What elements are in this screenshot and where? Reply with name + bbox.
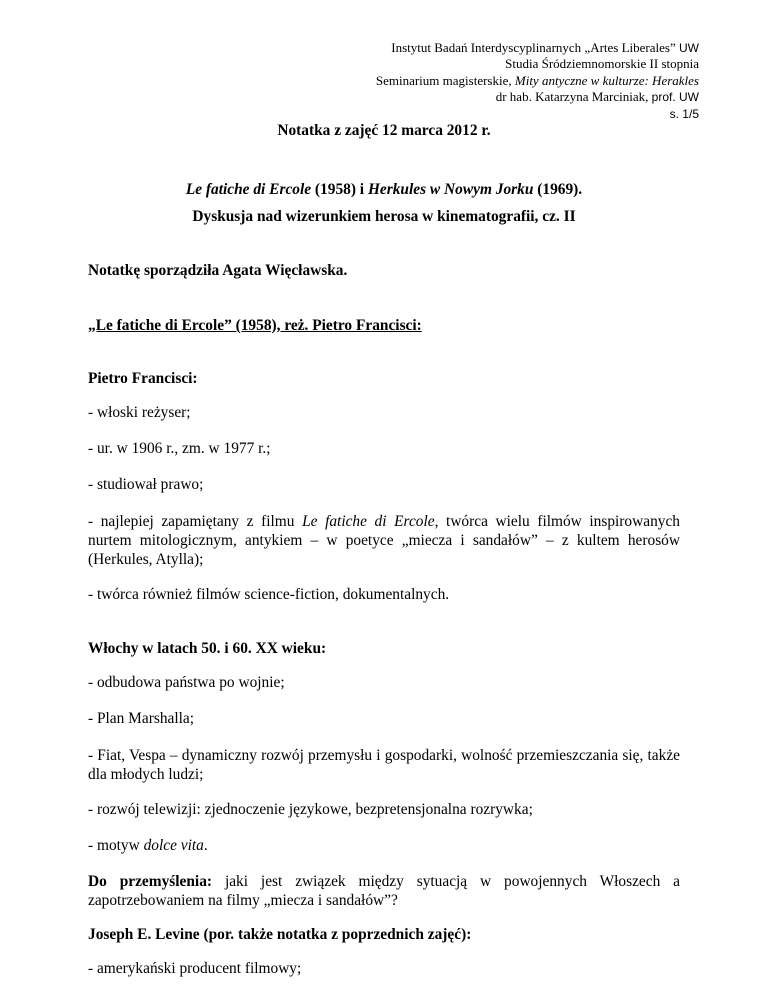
- list-item: - amerykański producent filmowy;: [88, 960, 302, 977]
- francisci-heading: Pietro Francisci:: [88, 370, 198, 387]
- header-institute: Instytut Badań Interdyscyplinarnych „Artes Liberales” UW: [391, 40, 699, 55]
- list-item: - studiował prawo;: [88, 476, 204, 493]
- list-item: - ur. w 1906 r., zm. w 1977 r.;: [88, 440, 271, 457]
- header-studies: Studia Śródziemnomorskie II stopnia: [505, 56, 699, 72]
- list-item: - Fiat, Vespa – dynamiczny rozwój przemysłu i gospodarki, wolność przemieszczania się, także dla młodych ludzi;: [88, 747, 680, 783]
- list-item: - motyw dolce vita.: [88, 837, 208, 854]
- film-section-heading: „Le fatiche di Ercole” (1958), reż. Pietro Francisci:: [88, 317, 422, 334]
- list-item: - rozwój telewizji: zjednoczenie językowe, bezpretensjonalna rozrywka;: [88, 801, 533, 818]
- list-item: - włoski reżyser;: [88, 404, 191, 421]
- header-page-number: s. 1/5: [669, 106, 699, 121]
- document-subtitle-2: Dyskusja nad wizerunkiem herosa w kinematografii, cz. II: [192, 208, 576, 225]
- document-subtitle: Le fatiche di Ercole (1958) i Herkules w Nowym Jorku (1969).: [185, 181, 583, 198]
- italy-heading: Włochy w latach 50. i 60. XX wieku:: [88, 640, 327, 657]
- list-item: - twórca również filmów science-fiction, dokumentalnych.: [88, 586, 450, 603]
- list-item: - Plan Marshalla;: [88, 710, 194, 727]
- author-note: Notatkę sporządziła Agata Więcławska.: [88, 262, 348, 279]
- think-question: Do przemyślenia: jaki jest związek między sytuacją w powojennych Włoszech a zapotrzebowaniem na filmy „miecza i sandałów”?: [88, 873, 681, 909]
- list-item: - najlepiej zapamiętany z filmu Le fatiche di Ercole, twórca wielu filmów inspirowanych nurtem mitologicznym, antykiem – w poetyce „miecza i sandałów” – z kultem herosów (Herkules, Atylla);: [88, 513, 680, 568]
- levine-heading: Joseph E. Levine (por. także notatka z poprzednich zajęć):: [88, 926, 472, 943]
- header-teacher: dr hab. Katarzyna Marciniak, prof. UW: [495, 89, 699, 105]
- header-seminar: Seminarium magisterskie, Mity antyczne w kulturze: Herakles: [375, 72, 699, 88]
- list-item: - odbudowa państwa po wojnie;: [88, 674, 285, 691]
- page-header: [376, 40, 699, 122]
- document-title: Notatka z zajęć 12 marca 2012 r.: [277, 122, 491, 139]
